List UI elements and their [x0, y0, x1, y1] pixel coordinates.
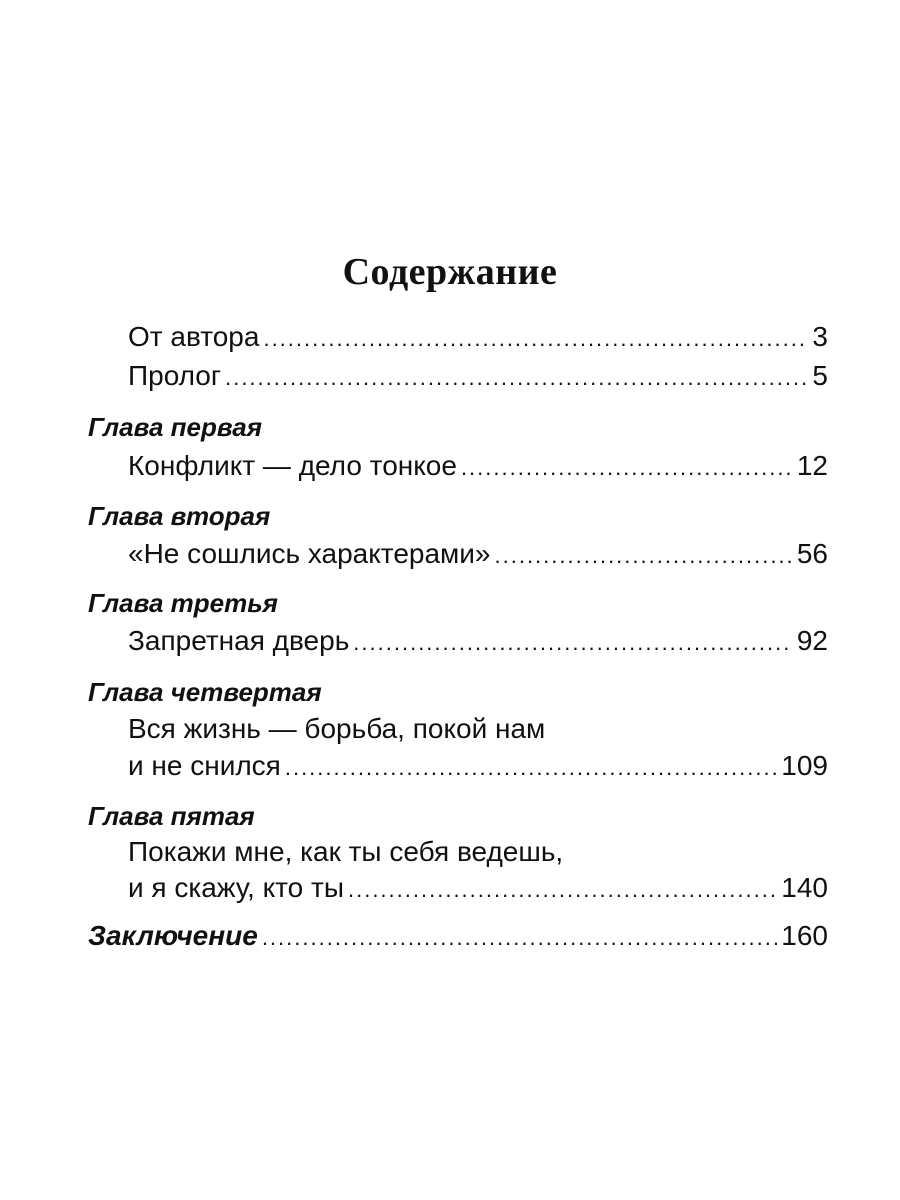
toc-entry-label: Конфликт — дело тонкое: [128, 450, 457, 481]
toc-entry-author[interactable]: [128, 323, 828, 351]
toc-entry-label: и не снился: [128, 750, 281, 781]
toc-entry-label: От автора: [128, 321, 260, 352]
toc-entry-conclusion[interactable]: [88, 922, 828, 950]
chapter-heading-1: Глава первая: [88, 412, 263, 442]
chapter-heading-4: Глава четвертая: [88, 677, 322, 707]
toc-page-number: 160: [781, 920, 828, 951]
chapter-heading-3: Глава третья: [88, 588, 278, 618]
toc-page-number: 56: [796, 538, 828, 569]
dot-leader: [461, 457, 793, 479]
toc-page-number: 140: [781, 872, 828, 903]
toc-entry-chapter-3[interactable]: [128, 627, 828, 655]
toc-entry-chapter-4-line-1: Вся жизнь — борьба, покой нам: [128, 713, 546, 744]
toc-page-number: 3: [812, 321, 828, 352]
toc-page-number: 109: [781, 750, 828, 781]
toc-page-number: 5: [812, 360, 828, 391]
toc-entry-chapter-5[interactable]: [128, 874, 828, 902]
toc-entry-chapter-5-line-1: Покажи мне, как ты себя ведешь,: [128, 836, 564, 867]
toc-entry-label: Запретная дверь: [128, 625, 350, 656]
toc-entry-label: «Не сошлись характерами»: [128, 538, 491, 569]
dot-leader: [353, 632, 793, 654]
toc-entry-label: и я скажу, кто ты: [128, 872, 344, 903]
dot-leader: [348, 879, 777, 901]
dot-leader: [262, 927, 777, 949]
toc-page-number: 92: [796, 625, 828, 656]
dot-leader: [285, 757, 777, 779]
toc-entry-prologue[interactable]: [128, 362, 828, 390]
toc-entry-chapter-4[interactable]: [128, 752, 828, 780]
toc-entry-label: Пролог: [128, 360, 222, 391]
toc-entry-label: Заключение: [88, 920, 258, 951]
chapter-heading-5: Глава пятая: [88, 801, 255, 831]
toc-entry-chapter-2[interactable]: [128, 540, 828, 568]
dot-leader: [263, 328, 808, 350]
toc-page-number: 12: [796, 450, 828, 481]
chapter-heading-2: Глава вторая: [88, 501, 271, 531]
dot-leader: [225, 367, 808, 389]
page-title: Содержание: [342, 251, 558, 293]
dot-leader: [495, 545, 793, 567]
toc-entry-chapter-1[interactable]: [128, 452, 828, 480]
